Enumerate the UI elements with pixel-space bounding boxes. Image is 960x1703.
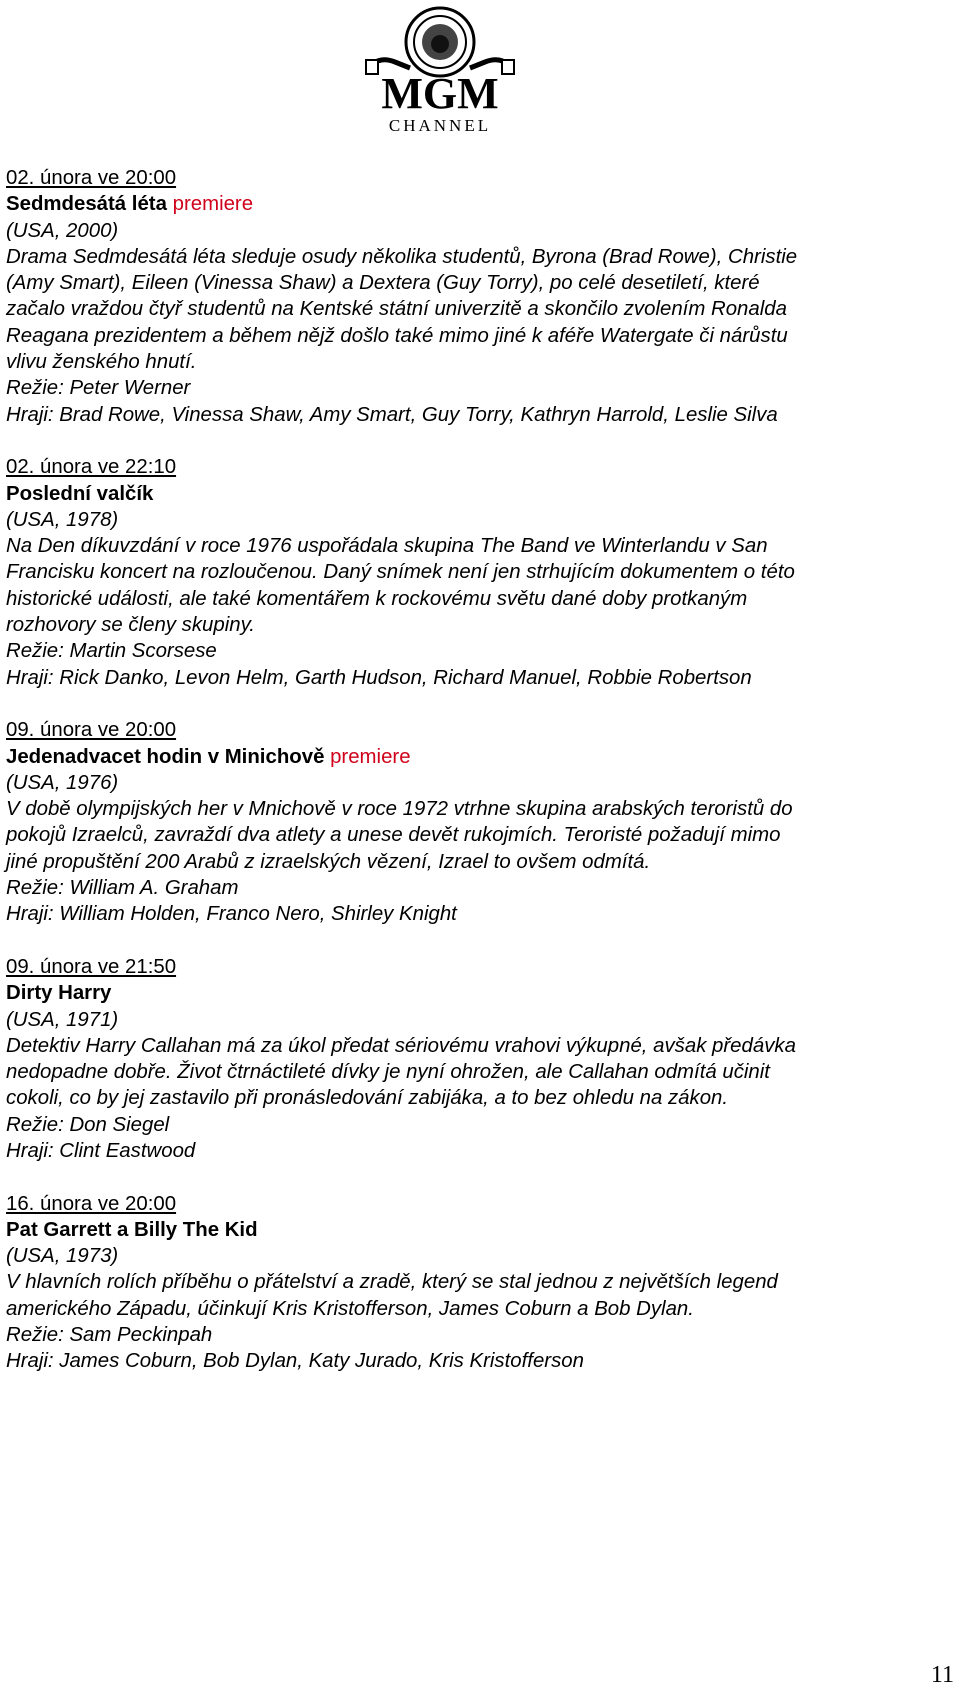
film-description-line: amerického Západu, účinkují Kris Kristofferson, James Coburn a Bob Dylan. [6,1297,694,1320]
film-description-line: cokoli, co by jej zastavilo při pronásledování zabijáka, a to bez ohledu na zákon. [6,1087,729,1110]
program-entry [6,1191,946,1375]
film-cast: Hraji: William Holden, Franco Nero, Shirley Knight [6,903,457,926]
film-director: Režie: William A. Graham [6,877,239,900]
film-cast: Hraji: James Coburn, Bob Dylan, Katy Jurado, Kris Kristofferson [6,1350,584,1373]
film-description-line: Francisku koncert na rozloučenou. Daný snímek není jen strhujícím dokumentem o této [6,561,795,584]
film-director: Režie: Peter Werner [6,377,191,400]
mgm-channel-logo [360,4,520,136]
program-entry [6,165,946,428]
premiere-badge: premiere [172,193,254,216]
film-title: Dirty Harry [6,982,112,1005]
film-cast: Hraji: Rick Danko, Levon Helm, Garth Hudson, Richard Manuel, Robbie Robertson [6,666,752,689]
film-description-line: Na Den díkuvzdání v roce 1976 uspořádala skupina The Band ve Winterlandu v San [6,535,768,558]
film-title-line [6,980,946,1006]
film-title: Jedenadvacet hodin v Minichově [6,745,325,768]
film-description-line: začalo vraždou čtyř studentů na Kentské státní univerzitě a skončilo zvolením Ronalda [6,298,787,321]
broadcast-time: 16. února ve 20:00 [6,1192,177,1215]
film-title-line [6,1217,946,1243]
page-number: 11 [930,1662,954,1688]
svg-text:CHANNEL: CHANNEL [388,116,492,135]
film-title-line [6,481,946,507]
film-origin: (USA, 2000) [6,219,119,242]
program-entry [6,717,946,927]
film-cast: Hraji: Brad Rowe, Vinessa Shaw, Amy Smart, Guy Torry, Kathryn Harrold, Leslie Silva [6,403,778,426]
film-director: Režie: Don Siegel [6,1113,170,1136]
film-cast: Hraji: Clint Eastwood [6,1139,196,1162]
premiere-badge: premiere [330,745,411,768]
film-description-line: vlivu ženského hnutí. [6,351,197,374]
film-origin: (USA, 1978) [6,508,119,531]
film-description-line: historické události, ale také komentářem k rockovému světu dané doby protkaným [6,587,748,610]
broadcast-time: 02. února ve 20:00 [6,167,177,189]
film-origin: (USA, 1973) [6,1245,119,1268]
film-director: Režie: Sam Peckinpah [6,1324,213,1347]
film-description-line: jiné propuštění 200 Arabů z izraelských vězení, Izrael to ovšem odmítá. [6,850,651,873]
program-entry [6,454,946,691]
film-description-line: Reagana prezidentem a během nějž došlo také mimo jiné k aféře Watergate či nárůstu [6,324,788,347]
film-description-line: V době olympijských her v Mnichově v roce 1972 vtrhne skupina arabských teroristů do [6,798,793,821]
program-entry [6,954,946,1164]
film-description-line: pokojů Izraelců, zavraždí dva atlety a unese devět rukojmích. Teroristé požadují mimo [6,824,781,847]
film-description-line: rozhovory se členy skupiny. [6,614,255,637]
film-title-line [6,191,946,217]
film-origin: (USA, 1976) [6,771,119,794]
program-listing [6,165,946,1401]
svg-text:MGM: MGM [381,69,499,118]
film-description-line: Drama Sedmdesátá léta sleduje osudy několika studentů, Byrona (Brad Rowe), Christie [6,245,798,268]
film-director: Režie: Martin Scorsese [6,640,217,663]
film-description-line: (Amy Smart), Eileen (Vinessa Shaw) a Dextera (Guy Torry), po celé desetiletí, které [6,272,760,295]
film-title: Poslední valčík [6,482,154,505]
film-title: Sedmdesátá léta [6,193,167,216]
film-description-line: nedopadne dobře. Život čtrnáctileté dívky je nyní ohrožen, ale Callahan odmítá učinit [6,1061,770,1084]
broadcast-time: 02. února ve 22:10 [6,456,177,479]
film-description-line: V hlavních rolích příběhu o přátelství a zradě, který se stal jednou z největších legend [6,1271,778,1294]
film-description-line: Detektiv Harry Callahan má za úkol předat sériovému vrahovi výkupné, avšak předávka [6,1034,796,1057]
film-origin: (USA, 1971) [6,1008,119,1031]
broadcast-time: 09. února ve 20:00 [6,719,177,742]
film-title: Pat Garrett a Billy The Kid [6,1218,258,1241]
broadcast-time: 09. února ve 21:50 [6,955,177,978]
film-title-line [6,744,946,770]
